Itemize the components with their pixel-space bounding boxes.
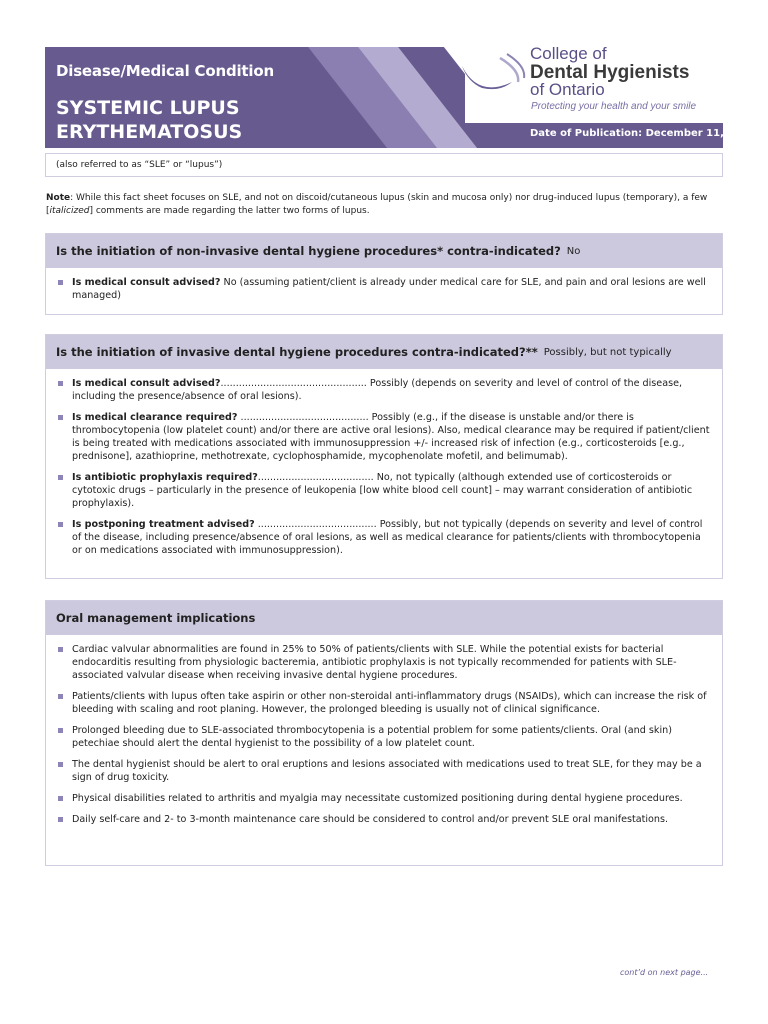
list-item (56, 758, 712, 784)
page-title-line1: SYSTEMIC LUPUS (56, 97, 240, 119)
document-category: Disease/Medical Condition (56, 62, 274, 80)
bullet-icon (58, 796, 63, 801)
section-body (46, 635, 722, 840)
section-question: Is the initiation of non-invasive dental hygiene procedures* contra-indicated? (56, 244, 561, 258)
item-label: Is antibiotic prophylaxis required? (72, 472, 258, 483)
logo-text-dental-hygienists: Dental Hygienists (530, 62, 690, 83)
section-invasive (45, 334, 723, 579)
note-paragraph (46, 192, 726, 218)
bullet-icon (58, 415, 63, 420)
list-item (56, 724, 712, 750)
list-item (56, 411, 712, 463)
item-label: Is medical consult advised? (72, 378, 221, 389)
aka-text: (also referred to as “SLE” or “lupus”) (56, 160, 223, 170)
list-item (56, 377, 712, 403)
item-text: Cardiac valvular abnormalities are found in 25% to 50% of patients/clients with SLE. While the potential exists for bacterial endocarditis resulting from physiologic bacteremia, antibiotic prophylaxis is not typically recommended for patients with SLE-associated valvular disease when receiving invasive dental hygiene procedures. (72, 644, 677, 681)
item-label: Is medical consult advised? (72, 277, 221, 288)
item-text: Patients/clients with lupus often take aspirin or other non-steroidal anti-inflammatory drugs (NSAIDs), which can increase the risk of bleeding with scaling and root planing. However, the prolonged bleeding is usually not of clinical significance. (72, 691, 707, 715)
item-text: ................................................ Possibly (depends on severity and level of control of the disease, including the presence/absence of oral lesions). (72, 378, 683, 402)
page-title-line2: ERYTHEMATOSUS (56, 121, 243, 143)
bullet-icon (58, 381, 63, 386)
bullet-icon (58, 522, 63, 527)
bullet-icon (58, 694, 63, 699)
item-text: The dental hygienist should be alert to oral eruptions and lesions associated with medications used to treat SLE, for they may be a sign of drug toxicity. (72, 759, 702, 783)
list-item (56, 471, 712, 510)
section-title: Oral management implications (56, 611, 256, 625)
bullet-icon (58, 817, 63, 822)
bullet-icon (58, 647, 63, 652)
item-label: Is medical clearance required? (72, 412, 238, 423)
publication-date: Date of Publication: December 11, 2013 (530, 128, 756, 139)
section-non-invasive (45, 233, 723, 315)
list-item (56, 813, 712, 826)
list-item (56, 276, 712, 302)
list-item (56, 518, 712, 557)
bullet-icon (58, 280, 63, 285)
note-text: ] comments are made regarding the latter two forms of lupus. (89, 206, 370, 216)
bullet-icon (58, 728, 63, 733)
section-answer: Possibly, but not typically (543, 346, 672, 358)
item-text: No (assuming patient/client is already under medical care for SLE, and pain and oral lesions are well managed) (72, 277, 706, 301)
section-question: Is the initiation of invasive dental hygiene procedures contra-indicated?** (56, 345, 538, 359)
section-header (46, 335, 722, 369)
logo-text-college: College of (530, 44, 607, 63)
page-title (56, 96, 242, 144)
section-header (46, 234, 722, 268)
item-text: ....................................... Possibly, but not typically (depends on severity and level of control of the disease, including presence/absence of oral lesions, as well as medical clearance for patients/clients with thrombocytopenia or on medications associated with immunosuppression). (72, 519, 703, 556)
list-item (56, 690, 712, 716)
section-body (46, 369, 722, 571)
note-text: : While this fact sheet focuses on SLE, and not on discoid/cutaneous lupus (skin and mucosa only) nor drug-induced lupus (temporary), a few [ (46, 193, 708, 216)
logo-text-ontario: of Ontario (530, 80, 605, 99)
list-item (56, 643, 712, 682)
list-item (56, 792, 712, 805)
item-text: Prolonged bleeding due to SLE-associated thrombocytopenia is a potential problem for some patients/clients. Oral (and skin) petechiae should alert the dental hygienist to the possibility of a low platelet count. (72, 725, 672, 749)
logo-tagline: Protecting your health and your smile (531, 101, 697, 112)
item-label: Is postponing treatment advised? (72, 519, 255, 530)
bullet-icon (58, 762, 63, 767)
note-italic: italicized (49, 206, 90, 216)
item-text: .......................................... Possibly (e.g., if the disease is unstable and/or there is thrombocytopenia (low platelet count) and/or there are active oral lesions). Also, medical clearance may be required if patient/client is being treated with medications associated with immunosuppression +/- increased risk of infection (e.g., corticosteroids [e.g., prednisone], azathioprine, methotrexate, cyclophosphamide, mycophenolate mofetil, and belimumab). (72, 412, 710, 462)
section-body (46, 268, 722, 316)
aka-box (45, 153, 723, 177)
note-label: Note (46, 193, 71, 203)
item-text: Daily self-care and 2- to 3-month maintenance care should be considered to control and/or prevent SLE oral manifestations. (72, 814, 669, 825)
item-text: Physical disabilities related to arthritis and myalgia may necessitate customized positioning during dental hygiene procedures. (72, 793, 683, 804)
item-text: ...................................... No, not typically (although extended use of corticosteroids or cytotoxic drugs – particularly in the presence of leukopenia [low white blood cell count] – may warrant consideration of antibiotic prophylaxis). (72, 472, 693, 509)
section-oral-management (45, 600, 723, 866)
section-header (46, 601, 722, 635)
continued-note: cont’d on next page... (620, 968, 709, 977)
section-answer: No (566, 245, 581, 257)
swoosh-logo-icon (460, 52, 530, 96)
bullet-icon (58, 475, 63, 480)
